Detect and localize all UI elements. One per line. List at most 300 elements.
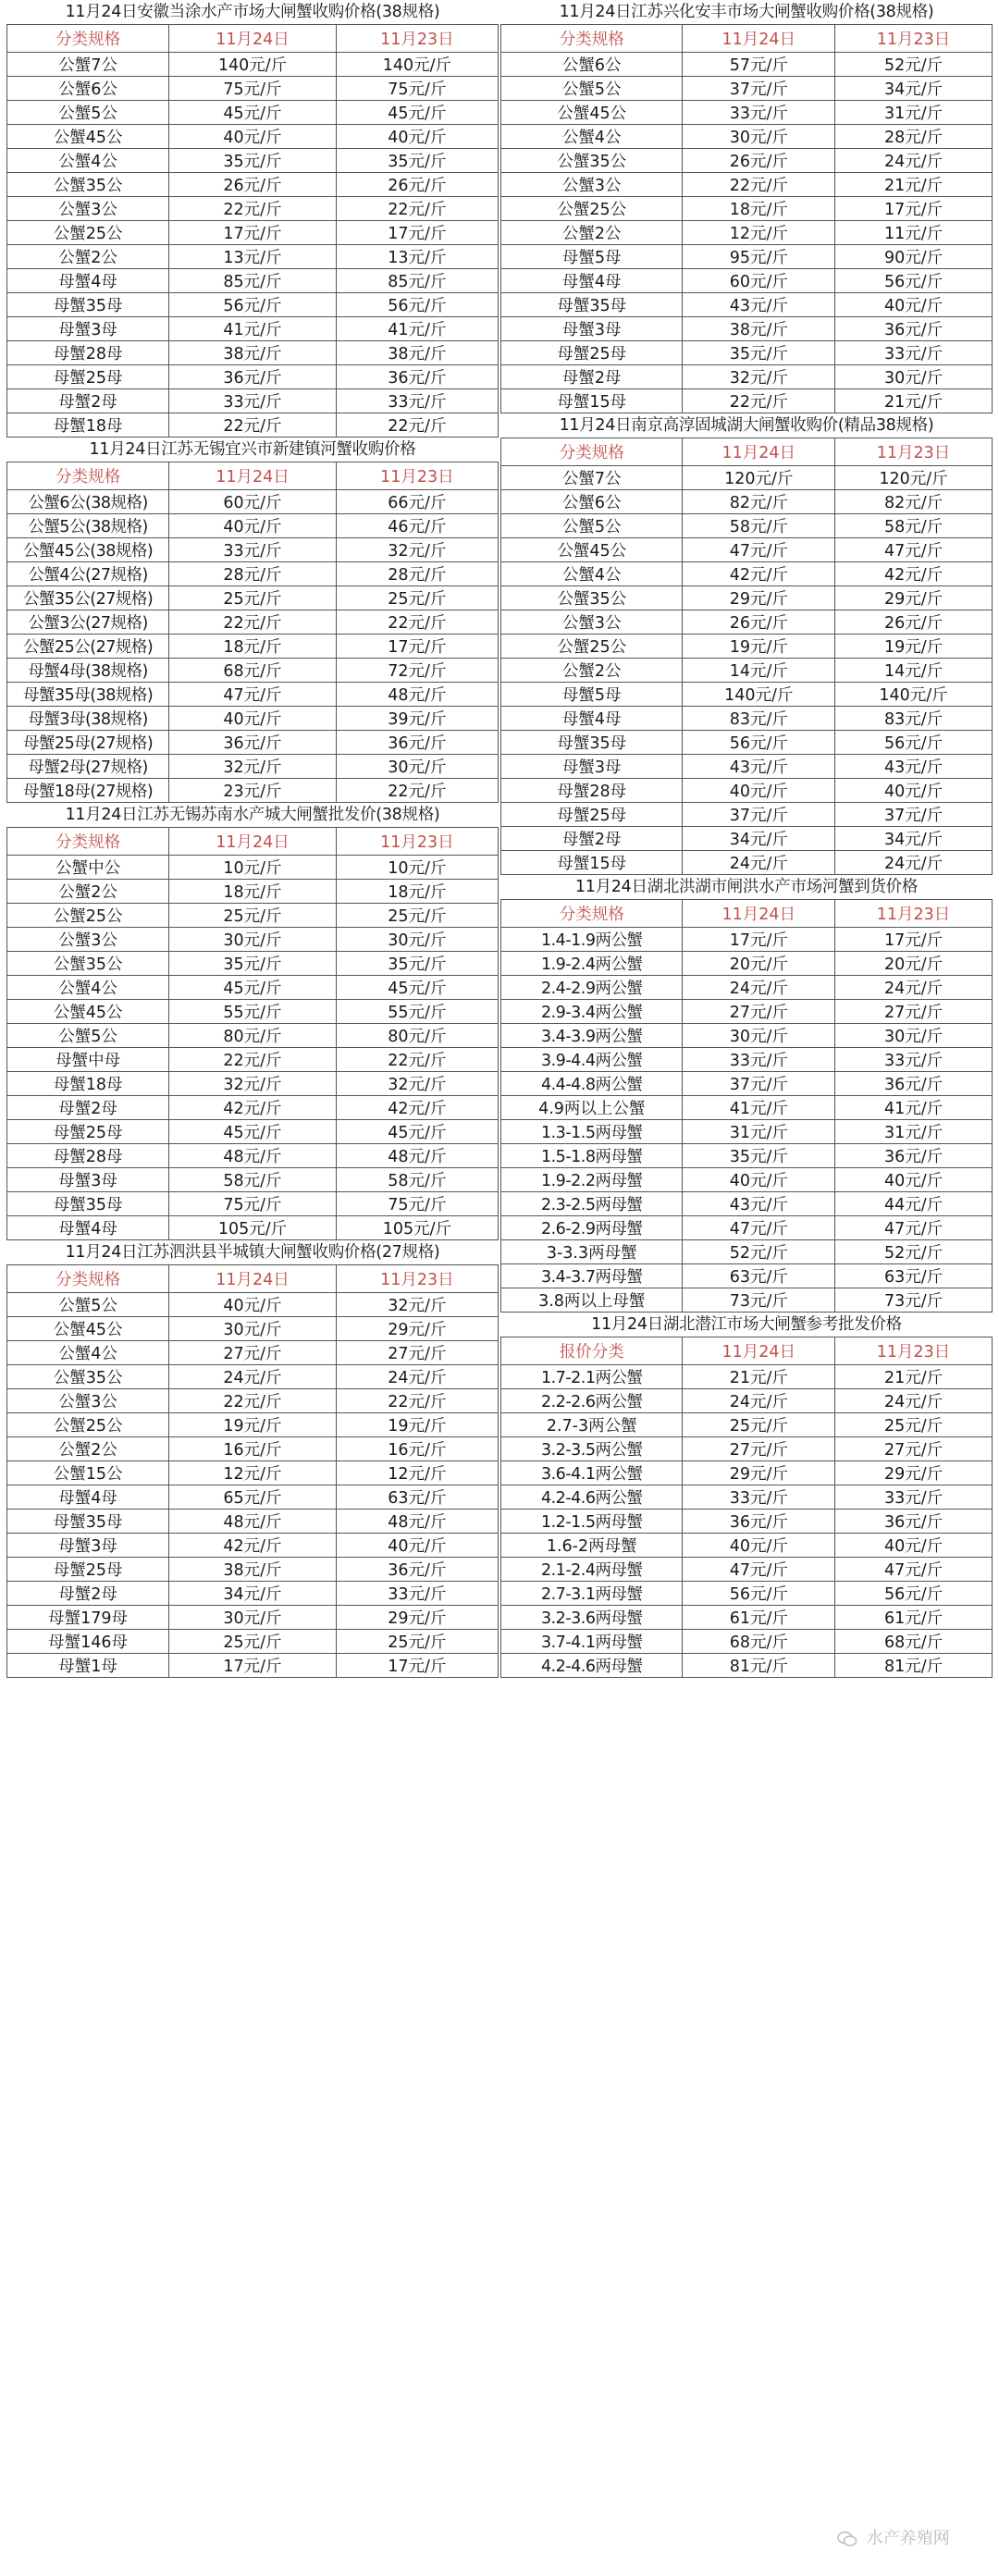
spec-cell: 公蟹45公 xyxy=(7,125,169,149)
spec-cell: 公蟹45公 xyxy=(501,538,683,562)
wechat-icon xyxy=(837,2531,857,2547)
table-row xyxy=(501,1510,993,1534)
spec-cell: 2.7-3两公蟹 xyxy=(501,1413,683,1437)
price-today-cell: 14元/斤 xyxy=(683,659,835,683)
table-row xyxy=(7,683,499,707)
spec-cell: 母蟹3母 xyxy=(501,755,683,779)
spec-cell: 母蟹1母 xyxy=(7,1654,169,1678)
table-row xyxy=(7,53,499,77)
price-today-cell: 17元/斤 xyxy=(169,221,337,245)
price-yesterday-cell: 82元/斤 xyxy=(835,490,993,514)
table-row xyxy=(7,1582,499,1606)
price-today-cell: 24元/斤 xyxy=(683,851,835,875)
table-row xyxy=(7,1293,499,1317)
price-yesterday-cell: 47元/斤 xyxy=(835,1558,993,1582)
table-row xyxy=(501,245,993,269)
price-table xyxy=(6,827,499,1240)
price-today-cell: 60元/斤 xyxy=(169,490,337,514)
price-yesterday-cell: 22元/斤 xyxy=(336,413,498,438)
price-today-cell: 140元/斤 xyxy=(169,53,337,77)
table-row xyxy=(501,293,993,317)
spec-cell: 母蟹中母 xyxy=(7,1048,169,1072)
price-today-cell: 27元/斤 xyxy=(683,1437,835,1461)
table-row xyxy=(7,1048,499,1072)
price-yesterday-cell: 33元/斤 xyxy=(835,1048,993,1072)
block-title: 11月24日湖北潜江市场大闸蟹参考批发价格 xyxy=(591,1315,902,1334)
table-row xyxy=(501,635,993,659)
price-today-cell: 40元/斤 xyxy=(169,1293,337,1317)
table-row xyxy=(7,149,499,173)
table-row xyxy=(501,827,993,851)
block-title: 11月24日江苏泗洪县半城镇大闸蟹收购价格(27规格) xyxy=(65,1243,440,1262)
table-row xyxy=(7,659,499,683)
spec-cell: 母蟹15母 xyxy=(501,851,683,875)
price-block xyxy=(6,1240,499,1678)
spec-cell: 母蟹25母 xyxy=(501,803,683,827)
price-today-cell: 10元/斤 xyxy=(169,856,337,880)
table-row xyxy=(7,269,499,293)
spec-cell: 母蟹2母 xyxy=(501,827,683,851)
price-yesterday-cell: 22元/斤 xyxy=(336,197,498,221)
table-row xyxy=(7,1168,499,1192)
column-header: 分类规格 xyxy=(501,25,683,53)
table-row xyxy=(7,952,499,976)
spec-cell: 3.6-4.1两公蟹 xyxy=(501,1461,683,1485)
price-today-cell: 47元/斤 xyxy=(683,1558,835,1582)
price-yesterday-cell: 37元/斤 xyxy=(835,803,993,827)
price-yesterday-cell: 46元/斤 xyxy=(336,514,498,538)
price-today-cell: 18元/斤 xyxy=(169,635,337,659)
price-yesterday-cell: 25元/斤 xyxy=(336,586,498,610)
table-row xyxy=(7,1534,499,1558)
table-row xyxy=(501,1437,993,1461)
table-row xyxy=(501,1168,993,1192)
price-today-cell: 43元/斤 xyxy=(683,293,835,317)
price-yesterday-cell: 36元/斤 xyxy=(835,317,993,341)
price-yesterday-cell: 25元/斤 xyxy=(336,904,498,928)
price-today-cell: 25元/斤 xyxy=(683,1413,835,1437)
price-yesterday-cell: 58元/斤 xyxy=(835,514,993,538)
price-today-cell: 105元/斤 xyxy=(169,1216,337,1240)
price-today-cell: 40元/斤 xyxy=(683,779,835,803)
price-yesterday-cell: 29元/斤 xyxy=(835,586,993,610)
price-today-cell: 30元/斤 xyxy=(169,1606,337,1630)
table-row xyxy=(501,101,993,125)
spec-cell: 母蟹35母 xyxy=(7,1510,169,1534)
price-yesterday-cell: 22元/斤 xyxy=(336,779,498,803)
price-yesterday-cell: 22元/斤 xyxy=(336,1389,498,1413)
price-today-cell: 12元/斤 xyxy=(169,1461,337,1485)
price-today-cell: 47元/斤 xyxy=(683,1216,835,1240)
table-row xyxy=(501,1461,993,1485)
price-yesterday-cell: 42元/斤 xyxy=(835,562,993,586)
price-today-cell: 33元/斤 xyxy=(683,1485,835,1510)
price-yesterday-cell: 16元/斤 xyxy=(336,1437,498,1461)
table-row xyxy=(501,731,993,755)
table-row xyxy=(501,221,993,245)
table-row xyxy=(7,1461,499,1485)
table-row xyxy=(501,1582,993,1606)
price-today-cell: 22元/斤 xyxy=(683,173,835,197)
spec-cell: 公蟹25公 xyxy=(501,635,683,659)
price-today-cell: 43元/斤 xyxy=(683,755,835,779)
price-today-cell: 26元/斤 xyxy=(683,610,835,635)
column-header: 11月23日 xyxy=(336,828,498,856)
price-yesterday-cell: 40元/斤 xyxy=(835,293,993,317)
spec-cell: 3.8两以上母蟹 xyxy=(501,1288,683,1313)
spec-cell: 公蟹25公 xyxy=(7,1413,169,1437)
price-today-cell: 52元/斤 xyxy=(683,1240,835,1264)
table-row xyxy=(7,610,499,635)
table-row xyxy=(501,1606,993,1630)
table-row xyxy=(7,731,499,755)
column-header: 分类规格 xyxy=(7,25,169,53)
price-yesterday-cell: 66元/斤 xyxy=(336,490,498,514)
price-today-cell: 24元/斤 xyxy=(169,1365,337,1389)
price-yesterday-cell: 30元/斤 xyxy=(835,365,993,389)
table-row xyxy=(501,1654,993,1678)
price-today-cell: 37元/斤 xyxy=(683,803,835,827)
price-today-cell: 28元/斤 xyxy=(169,562,337,586)
spec-cell: 母蟹2母 xyxy=(7,1096,169,1120)
spec-cell: 公蟹25公 xyxy=(7,221,169,245)
spec-cell: 母蟹2母(27规格) xyxy=(7,755,169,779)
price-yesterday-cell: 38元/斤 xyxy=(336,341,498,365)
price-today-cell: 37元/斤 xyxy=(683,77,835,101)
price-today-cell: 41元/斤 xyxy=(683,1096,835,1120)
table-row xyxy=(7,245,499,269)
price-today-cell: 55元/斤 xyxy=(169,1000,337,1024)
spec-cell: 公蟹5公 xyxy=(7,101,169,125)
table-row xyxy=(501,1000,993,1024)
block-title: 11月24日江苏无锡苏南水产城大闸蟹批发价(38规格) xyxy=(65,806,440,824)
table-row xyxy=(501,683,993,707)
spec-cell: 母蟹28母 xyxy=(7,1144,169,1168)
table-row xyxy=(501,514,993,538)
spec-cell: 2.2-2.6两公蟹 xyxy=(501,1389,683,1413)
spec-cell: 母蟹4母 xyxy=(7,1216,169,1240)
price-yesterday-cell: 21元/斤 xyxy=(835,173,993,197)
table-row xyxy=(7,365,499,389)
price-today-cell: 38元/斤 xyxy=(683,317,835,341)
spec-cell: 公蟹4公 xyxy=(501,562,683,586)
price-today-cell: 13元/斤 xyxy=(169,245,337,269)
price-today-cell: 85元/斤 xyxy=(169,269,337,293)
table-row xyxy=(501,952,993,976)
table-row xyxy=(7,413,499,438)
left-column xyxy=(6,0,499,1678)
table-row xyxy=(501,173,993,197)
price-today-cell: 25元/斤 xyxy=(169,1630,337,1654)
price-yesterday-cell: 61元/斤 xyxy=(835,1606,993,1630)
price-yesterday-cell: 27元/斤 xyxy=(835,1437,993,1461)
price-today-cell: 21元/斤 xyxy=(683,1365,835,1389)
price-yesterday-cell: 44元/斤 xyxy=(835,1192,993,1216)
price-yesterday-cell: 10元/斤 xyxy=(336,856,498,880)
spec-cell: 公蟹4公(27规格) xyxy=(7,562,169,586)
price-yesterday-cell: 58元/斤 xyxy=(336,1168,498,1192)
price-yesterday-cell: 34元/斤 xyxy=(835,827,993,851)
table-row xyxy=(7,856,499,880)
price-yesterday-cell: 73元/斤 xyxy=(835,1288,993,1313)
price-yesterday-cell: 33元/斤 xyxy=(336,389,498,413)
price-today-cell: 33元/斤 xyxy=(683,101,835,125)
table-header-row xyxy=(501,900,993,928)
table-row xyxy=(7,928,499,952)
table-row xyxy=(7,77,499,101)
price-yesterday-cell: 90元/斤 xyxy=(835,245,993,269)
table-row xyxy=(7,1096,499,1120)
price-yesterday-cell: 52元/斤 xyxy=(835,53,993,77)
price-today-cell: 40元/斤 xyxy=(169,125,337,149)
price-yesterday-cell: 30元/斤 xyxy=(336,755,498,779)
price-today-cell: 22元/斤 xyxy=(169,413,337,438)
spec-cell: 2.1-2.4两母蟹 xyxy=(501,1558,683,1582)
spec-cell: 公蟹35公 xyxy=(501,149,683,173)
price-today-cell: 17元/斤 xyxy=(169,1654,337,1678)
price-yesterday-cell: 63元/斤 xyxy=(336,1485,498,1510)
spec-cell: 母蟹2母 xyxy=(7,1582,169,1606)
price-today-cell: 140元/斤 xyxy=(683,683,835,707)
price-today-cell: 26元/斤 xyxy=(683,149,835,173)
price-yesterday-cell: 12元/斤 xyxy=(336,1461,498,1485)
table-row xyxy=(501,317,993,341)
price-table xyxy=(6,1264,499,1678)
table-row xyxy=(501,562,993,586)
price-today-cell: 25元/斤 xyxy=(169,904,337,928)
price-today-cell: 48元/斤 xyxy=(169,1144,337,1168)
table-row xyxy=(7,1389,499,1413)
spec-cell: 2.4-2.9两公蟹 xyxy=(501,976,683,1000)
price-yesterday-cell: 140元/斤 xyxy=(835,683,993,707)
spec-cell: 母蟹5母 xyxy=(501,683,683,707)
spec-cell: 公蟹7公 xyxy=(7,53,169,77)
block-title: 11月24日南京高淳固城湖大闸蟹收购价(精品38规格) xyxy=(559,416,934,435)
table-row xyxy=(501,586,993,610)
price-yesterday-cell: 35元/斤 xyxy=(336,952,498,976)
spec-cell: 公蟹5公 xyxy=(7,1293,169,1317)
spec-cell: 公蟹35公 xyxy=(7,952,169,976)
price-yesterday-cell: 18元/斤 xyxy=(336,880,498,904)
column-header: 11月24日 xyxy=(683,25,835,53)
spec-cell: 母蟹25母 xyxy=(7,1120,169,1144)
table-row xyxy=(501,53,993,77)
spec-cell: 母蟹18母 xyxy=(7,1072,169,1096)
table-row xyxy=(7,1437,499,1461)
spec-cell: 公蟹2公 xyxy=(501,221,683,245)
price-yesterday-cell: 36元/斤 xyxy=(835,1072,993,1096)
price-today-cell: 32元/斤 xyxy=(683,365,835,389)
price-yesterday-cell: 25元/斤 xyxy=(835,1413,993,1437)
price-today-cell: 30元/斤 xyxy=(683,125,835,149)
price-today-cell: 58元/斤 xyxy=(169,1168,337,1192)
price-today-cell: 56元/斤 xyxy=(683,1582,835,1606)
spec-cell: 公蟹3公 xyxy=(7,1389,169,1413)
table-row xyxy=(7,293,499,317)
price-today-cell: 45元/斤 xyxy=(169,976,337,1000)
spec-cell: 母蟹4母 xyxy=(7,1485,169,1510)
table-row xyxy=(7,389,499,413)
table-row xyxy=(501,803,993,827)
column-header: 11月24日 xyxy=(169,25,337,53)
spec-cell: 公蟹3公 xyxy=(501,610,683,635)
spec-cell: 1.5-1.8两母蟹 xyxy=(501,1144,683,1168)
spec-cell: 公蟹5公 xyxy=(501,77,683,101)
price-yesterday-cell: 19元/斤 xyxy=(336,1413,498,1437)
watermark-text: 水产养殖网 xyxy=(866,2529,950,2548)
price-yesterday-cell: 26元/斤 xyxy=(336,173,498,197)
price-yesterday-cell: 29元/斤 xyxy=(336,1317,498,1341)
spec-cell: 公蟹4公 xyxy=(7,1341,169,1365)
price-yesterday-cell: 105元/斤 xyxy=(336,1216,498,1240)
price-today-cell: 38元/斤 xyxy=(169,1558,337,1582)
price-today-cell: 73元/斤 xyxy=(683,1288,835,1313)
spec-cell: 1.3-1.5两母蟹 xyxy=(501,1120,683,1144)
spec-cell: 公蟹35公 xyxy=(501,586,683,610)
spec-cell: 公蟹6公 xyxy=(501,490,683,514)
table-row xyxy=(501,389,993,413)
spec-cell: 母蟹28母 xyxy=(7,341,169,365)
watermark xyxy=(837,2525,950,2549)
price-today-cell: 58元/斤 xyxy=(683,514,835,538)
price-yesterday-cell: 40元/斤 xyxy=(835,779,993,803)
table-header-row xyxy=(7,462,499,490)
price-today-cell: 38元/斤 xyxy=(169,341,337,365)
table-row xyxy=(501,269,993,293)
column-header: 11月23日 xyxy=(835,438,993,466)
price-table xyxy=(500,24,993,413)
price-yesterday-cell: 41元/斤 xyxy=(336,317,498,341)
price-yesterday-cell: 39元/斤 xyxy=(336,707,498,731)
spec-cell: 公蟹2公 xyxy=(501,659,683,683)
price-yesterday-cell: 24元/斤 xyxy=(835,1389,993,1413)
price-yesterday-cell: 19元/斤 xyxy=(835,635,993,659)
price-today-cell: 31元/斤 xyxy=(683,1120,835,1144)
price-yesterday-cell: 20元/斤 xyxy=(835,952,993,976)
spec-cell: 公蟹4公 xyxy=(501,125,683,149)
price-yesterday-cell: 35元/斤 xyxy=(336,149,498,173)
price-yesterday-cell: 28元/斤 xyxy=(835,125,993,149)
price-yesterday-cell: 45元/斤 xyxy=(336,101,498,125)
price-yesterday-cell: 42元/斤 xyxy=(336,1096,498,1120)
table-row xyxy=(7,197,499,221)
spec-cell: 公蟹2公 xyxy=(7,245,169,269)
table-row xyxy=(7,1144,499,1168)
spec-cell: 母蟹3母 xyxy=(7,1168,169,1192)
spec-cell: 母蟹146母 xyxy=(7,1630,169,1654)
price-yesterday-cell: 21元/斤 xyxy=(835,389,993,413)
price-yesterday-cell: 85元/斤 xyxy=(336,269,498,293)
price-yesterday-cell: 29元/斤 xyxy=(835,1461,993,1485)
table-row xyxy=(7,1317,499,1341)
column-header: 11月23日 xyxy=(835,1337,993,1365)
spec-cell: 公蟹35公 xyxy=(7,173,169,197)
spec-cell: 母蟹3母 xyxy=(501,317,683,341)
price-today-cell: 95元/斤 xyxy=(683,245,835,269)
price-yesterday-cell: 17元/斤 xyxy=(336,1654,498,1678)
price-today-cell: 68元/斤 xyxy=(169,659,337,683)
price-yesterday-cell: 31元/斤 xyxy=(835,1120,993,1144)
table-row xyxy=(501,1485,993,1510)
price-today-cell: 68元/斤 xyxy=(683,1630,835,1654)
spec-cell: 公蟹2公 xyxy=(7,1437,169,1461)
price-block xyxy=(6,0,499,438)
price-today-cell: 12元/斤 xyxy=(683,221,835,245)
column-header: 11月24日 xyxy=(169,462,337,490)
price-yesterday-cell: 45元/斤 xyxy=(336,976,498,1000)
price-yesterday-cell: 48元/斤 xyxy=(336,1510,498,1534)
table-row xyxy=(501,707,993,731)
spec-cell: 1.9-2.4两公蟹 xyxy=(501,952,683,976)
table-header-row xyxy=(501,438,993,466)
price-today-cell: 56元/斤 xyxy=(683,731,835,755)
price-today-cell: 80元/斤 xyxy=(169,1024,337,1048)
spec-cell: 母蟹35母(38规格) xyxy=(7,683,169,707)
price-today-cell: 34元/斤 xyxy=(683,827,835,851)
spec-cell: 2.9-3.4两公蟹 xyxy=(501,1000,683,1024)
table-row xyxy=(501,197,993,221)
column-header: 报价分类 xyxy=(501,1337,683,1365)
price-yesterday-cell: 36元/斤 xyxy=(835,1144,993,1168)
price-yesterday-cell: 17元/斤 xyxy=(835,197,993,221)
price-today-cell: 30元/斤 xyxy=(683,1024,835,1048)
table-row xyxy=(7,707,499,731)
table-row xyxy=(501,1048,993,1072)
price-yesterday-cell: 47元/斤 xyxy=(835,538,993,562)
price-yesterday-cell: 32元/斤 xyxy=(336,1293,498,1317)
spec-cell: 公蟹45公 xyxy=(7,1317,169,1341)
table-row xyxy=(7,904,499,928)
spec-cell: 母蟹35母 xyxy=(501,293,683,317)
table-row xyxy=(501,1024,993,1048)
table-row xyxy=(501,1288,993,1313)
table-row xyxy=(7,1485,499,1510)
spec-cell: 母蟹28母 xyxy=(501,779,683,803)
spec-cell: 母蟹4母 xyxy=(501,269,683,293)
price-yesterday-cell: 36元/斤 xyxy=(336,731,498,755)
price-table xyxy=(500,1337,993,1678)
price-today-cell: 75元/斤 xyxy=(169,77,337,101)
table-row xyxy=(501,779,993,803)
price-today-cell: 47元/斤 xyxy=(683,538,835,562)
price-yesterday-cell: 17元/斤 xyxy=(835,928,993,952)
price-yesterday-cell: 36元/斤 xyxy=(835,1510,993,1534)
spec-cell: 公蟹5公 xyxy=(7,1024,169,1048)
price-today-cell: 42元/斤 xyxy=(683,562,835,586)
price-yesterday-cell: 28元/斤 xyxy=(336,562,498,586)
price-today-cell: 36元/斤 xyxy=(683,1510,835,1534)
spec-cell: 母蟹25母 xyxy=(7,365,169,389)
column-header: 分类规格 xyxy=(501,900,683,928)
column-header: 分类规格 xyxy=(7,1265,169,1293)
spec-cell: 母蟹25母(27规格) xyxy=(7,731,169,755)
table-row xyxy=(501,851,993,875)
table-row xyxy=(501,1192,993,1216)
table-row xyxy=(7,1216,499,1240)
spec-cell: 公蟹4公 xyxy=(7,976,169,1000)
table-row xyxy=(7,1192,499,1216)
spec-cell: 公蟹45公 xyxy=(7,1000,169,1024)
table-row xyxy=(501,1144,993,1168)
price-yesterday-cell: 22元/斤 xyxy=(336,1048,498,1072)
spec-cell: 3.9-4.4两公蟹 xyxy=(501,1048,683,1072)
price-today-cell: 29元/斤 xyxy=(683,1461,835,1485)
table-row xyxy=(501,976,993,1000)
table-row xyxy=(7,173,499,197)
table-row xyxy=(7,1000,499,1024)
price-block xyxy=(6,803,499,1240)
price-yesterday-cell: 33元/斤 xyxy=(336,1582,498,1606)
